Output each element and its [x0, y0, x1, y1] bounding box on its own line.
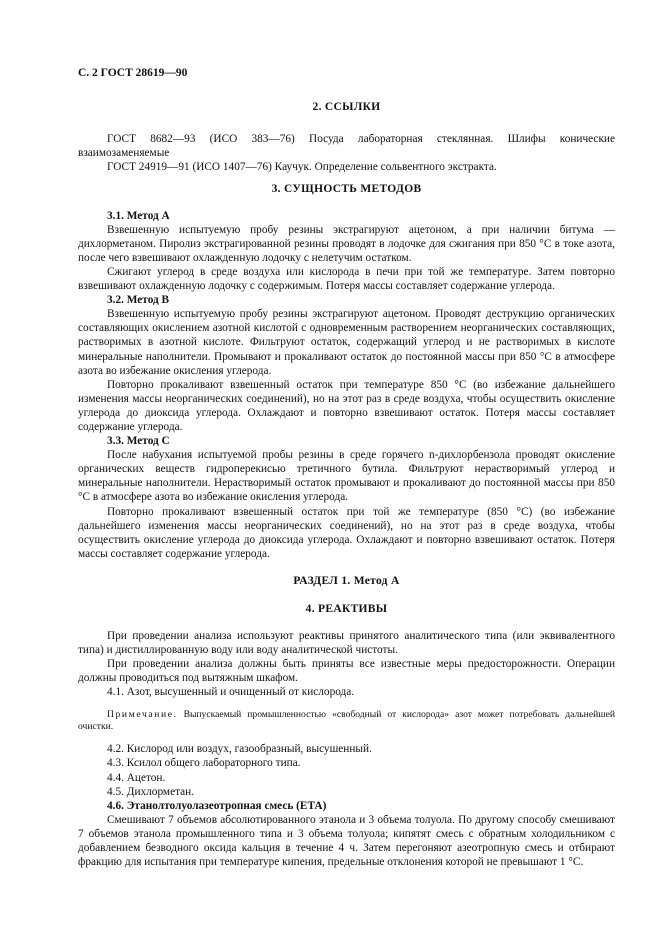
- note-lead: Примечание.: [107, 708, 178, 720]
- paragraph: Повторно прокаливают взвешенный остаток при температуре 850 °С (во избежание дальнейшего изменения массы неорганических соединений), но на этот раз в среде воздуха, чтобы осуществить окисление углерода до диоксида углерода. Охлаждают и повторно взвешивают остаток. Потеря массы составляет содержание углерода.: [78, 378, 615, 433]
- paragraph: Взвешенную испытуемую пробу резины экстрагируют ацетоном, а при наличии битума — дихлорметаном. Пиролиз экстрагированной резины проводят в лодочке для сжигания при 850 °С в токе азота, после чего взвешивают охлажденную лодочку с нелетучим остатком.: [78, 223, 615, 264]
- reagent-item: 4.5. Дихлорметан.: [107, 785, 195, 798]
- subsection-title-method-b: 3.2. Метод В: [107, 294, 170, 307]
- reagent-item: 4.3. Ксилол общего лабораторного типа.: [107, 757, 301, 770]
- note: [78, 709, 615, 734]
- paragraph: При проведении анализа должны быть приняты все известные меры предосторожности. Операции должны проводиться под вытяжным шкафом.: [78, 658, 615, 685]
- reagent-item: 4.4. Ацетон.: [107, 771, 166, 784]
- page-header: С. 2 ГОСТ 28619—90: [78, 67, 188, 79]
- note-text: Выпускаемый промышленностью «свободный от кислорода» азот может потребовать дальнейшей очистки.: [78, 708, 615, 732]
- paragraph: Взвешенную испытуемую пробу резины экстрагируют ацетоном. Проводят деструкцию органических составляющих окислением азотной кислотой с одновременным растворением неорганических составляющих, растворимых в азотной кислоте. Фильтруют остаток, содержащий углерод и не растворимых в кислоте минеральные наполнители. Промывают и прокаливают остаток до постоянной массы при 850 °С в атмосфере азота во избежание окисления углерода.: [78, 308, 615, 377]
- paragraph: Смешивают 7 объемов абсолютированного этанола и 3 объема толуола. По другому способу смешивают 7 объемов этанола промышленного типа и 3 объема толуола; кипятят смесь с обратным холодильником с добавлением безводного оксида кальция в течение 4 ч. Затем перегоняют азеотропную смесь и отбирают фракцию для испытания при температуре кипения, предельные отклонения которой не превышают 1 °С.: [78, 813, 615, 869]
- reagent-item-title-eta: 4.6. Этанолтолуолазеотропная смесь (ЕТА): [107, 799, 327, 812]
- paragraph: При проведении анализа используют реактивы принятого аналитического типа (или эквивалентного типа) и дистиллированную воду или воду аналитической чистоты.: [78, 630, 615, 657]
- paragraph: После набухания испытуемой пробы резины в среде горячего n-дихлорбензола проводят окисление органических веществ гидроперекисью третичного бутила. Фильтруют нерастворимый углерод и минеральные наполнители. Нерастворимый остаток промывают и прокаливают до постоянной массы при 850 °С в атмосфере азота во избежание окисления углерода.: [78, 449, 615, 504]
- section-title-references: 2. ССЫЛКИ: [312, 101, 381, 114]
- section-title-essence: 3. СУЩНОСТЬ МЕТОДОВ: [271, 183, 422, 196]
- subsection-title-method-a: 3.1. Метод А: [107, 209, 170, 222]
- reagent-item: 4.1. Азот, высушенный и очищенный от кислорода.: [107, 686, 355, 699]
- reagent-item: 4.2. Кислород или воздух, газообразный, высушенный.: [107, 743, 372, 756]
- section-title-part-1: РАЗДЕЛ 1. Метод А: [293, 574, 400, 587]
- subsection-title-method-c: 3.3. Метод С: [107, 435, 170, 448]
- reference-item: ГОСТ 8682—93 (ИСО 383—76) Посуда лабораторная стеклянная. Шлифы конические взаимозаменяемые: [78, 133, 615, 160]
- paragraph: Повторно прокаливают взвешенный остаток при той же температуре (850 °С) (во избежание дальнейшего изменения массы неорганических соединений), но на этот раз в среде воздуха, чтобы осуществить окисление углерода до диоксида углерода. Охлаждают и повторно взвешивают остаток. Потеря массы составляет содержание углерода.: [78, 505, 615, 560]
- reference-item: ГОСТ 24919—91 (ИСО 1407—76) Каучук. Определение сольвентного экстракта.: [107, 161, 497, 174]
- section-title-reagents: 4. РЕАКТИВЫ: [305, 603, 388, 615]
- paragraph: Сжигают углерод в среде воздуха или кислорода в печи при той же температуре. Затем повторно взвешивают охлажденную лодочку с содержимым. Потеря массы составляет содержание углерода.: [78, 265, 615, 293]
